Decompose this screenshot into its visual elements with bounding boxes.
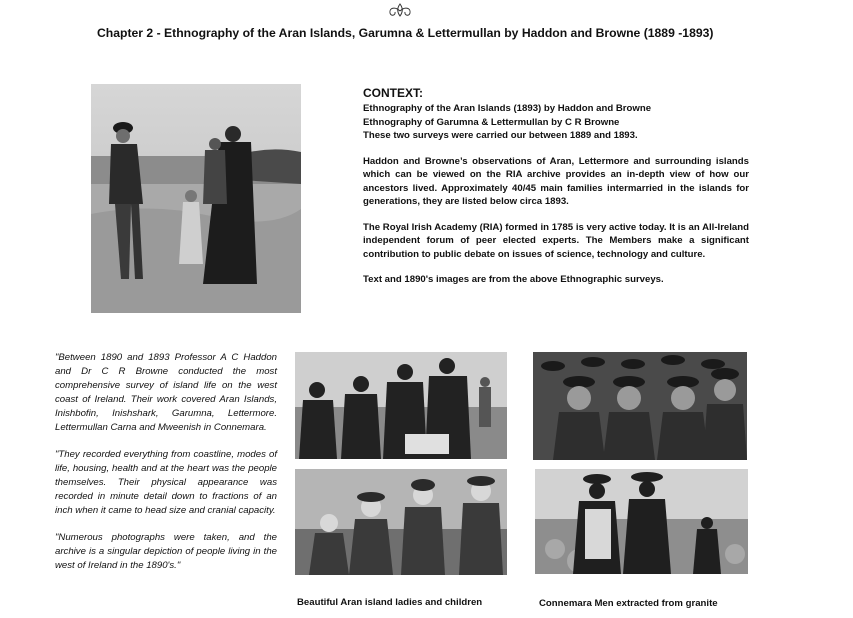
- chapter-title: Chapter 2 - Ethnography of the Aran Islands, Garumna & Lettermullan by Haddon and Browne (1889 -1893): [97, 26, 714, 40]
- context-paragraph: Text and 1890's images are from the above Ethnographic surveys.: [363, 274, 664, 285]
- caption-aran-ladies: Beautiful Aran island ladies and children: [297, 597, 483, 608]
- context-line: These two surveys were carried our between 1889 and 1893.: [363, 130, 638, 141]
- aran-children-photo: [295, 469, 507, 575]
- context-paragraph: Haddon and Browne’s observations of Aran, Lettermore and surrounding islands which can be viewed on the RIA archive provides an in-depth view of how our ancestors lived. Approximately 40/45 main families intermarried in the islands for generations, they are listed below circa 1893.: [363, 155, 749, 207]
- quotes-column: [55, 351, 277, 586]
- quote-paragraph: "Numerous photographs were taken, and the archive is a singular depiction of people living in the west of Ireland in the 1890's.": [55, 532, 277, 571]
- quote-paragraph: "Between 1890 and 1893 Professor A C Haddon and Dr C R Browne conducted the most comprehensive survey of island life on the west coast of Ireland. Their work covered Aran Islands, Inishbofin, Inishshark, Garumna, Lettermore. Lettermullan Carna and Mweenish in Connemara.: [55, 352, 277, 433]
- context-paragraph: The Royal Irish Academy (RIA) formed in 1785 is very active today. It is an All-Ireland independent forum of peer elected experts. The Members make a significant contribution to public debate on issues of science, technology and culture.: [363, 221, 749, 260]
- connemara-men-pair-photo: [535, 469, 748, 574]
- connemara-men-crowd-photo: [533, 352, 747, 460]
- context-heading: CONTEXT:: [363, 86, 423, 100]
- context-line: Ethnography of the Aran Islands (1893) by Haddon and Browne: [363, 103, 652, 114]
- context-section: [363, 86, 749, 287]
- aran-ladies-photo: [295, 352, 507, 459]
- context-line: Ethnography of Garumna & Lettermullan by C R Browne: [363, 116, 620, 128]
- fleuron-ornament-icon: [385, 2, 415, 20]
- beach-family-photo: [91, 84, 301, 313]
- caption-connemara-men: Connemara Men extracted from granite: [539, 598, 718, 609]
- quote-paragraph: "They recorded everything from coastline, modes of life, housing, health and at the heart was the people themselves. Their physical appearance was recorded in minute detail down to fractions of an inch when it came to head size and cranial capacity.: [55, 449, 277, 516]
